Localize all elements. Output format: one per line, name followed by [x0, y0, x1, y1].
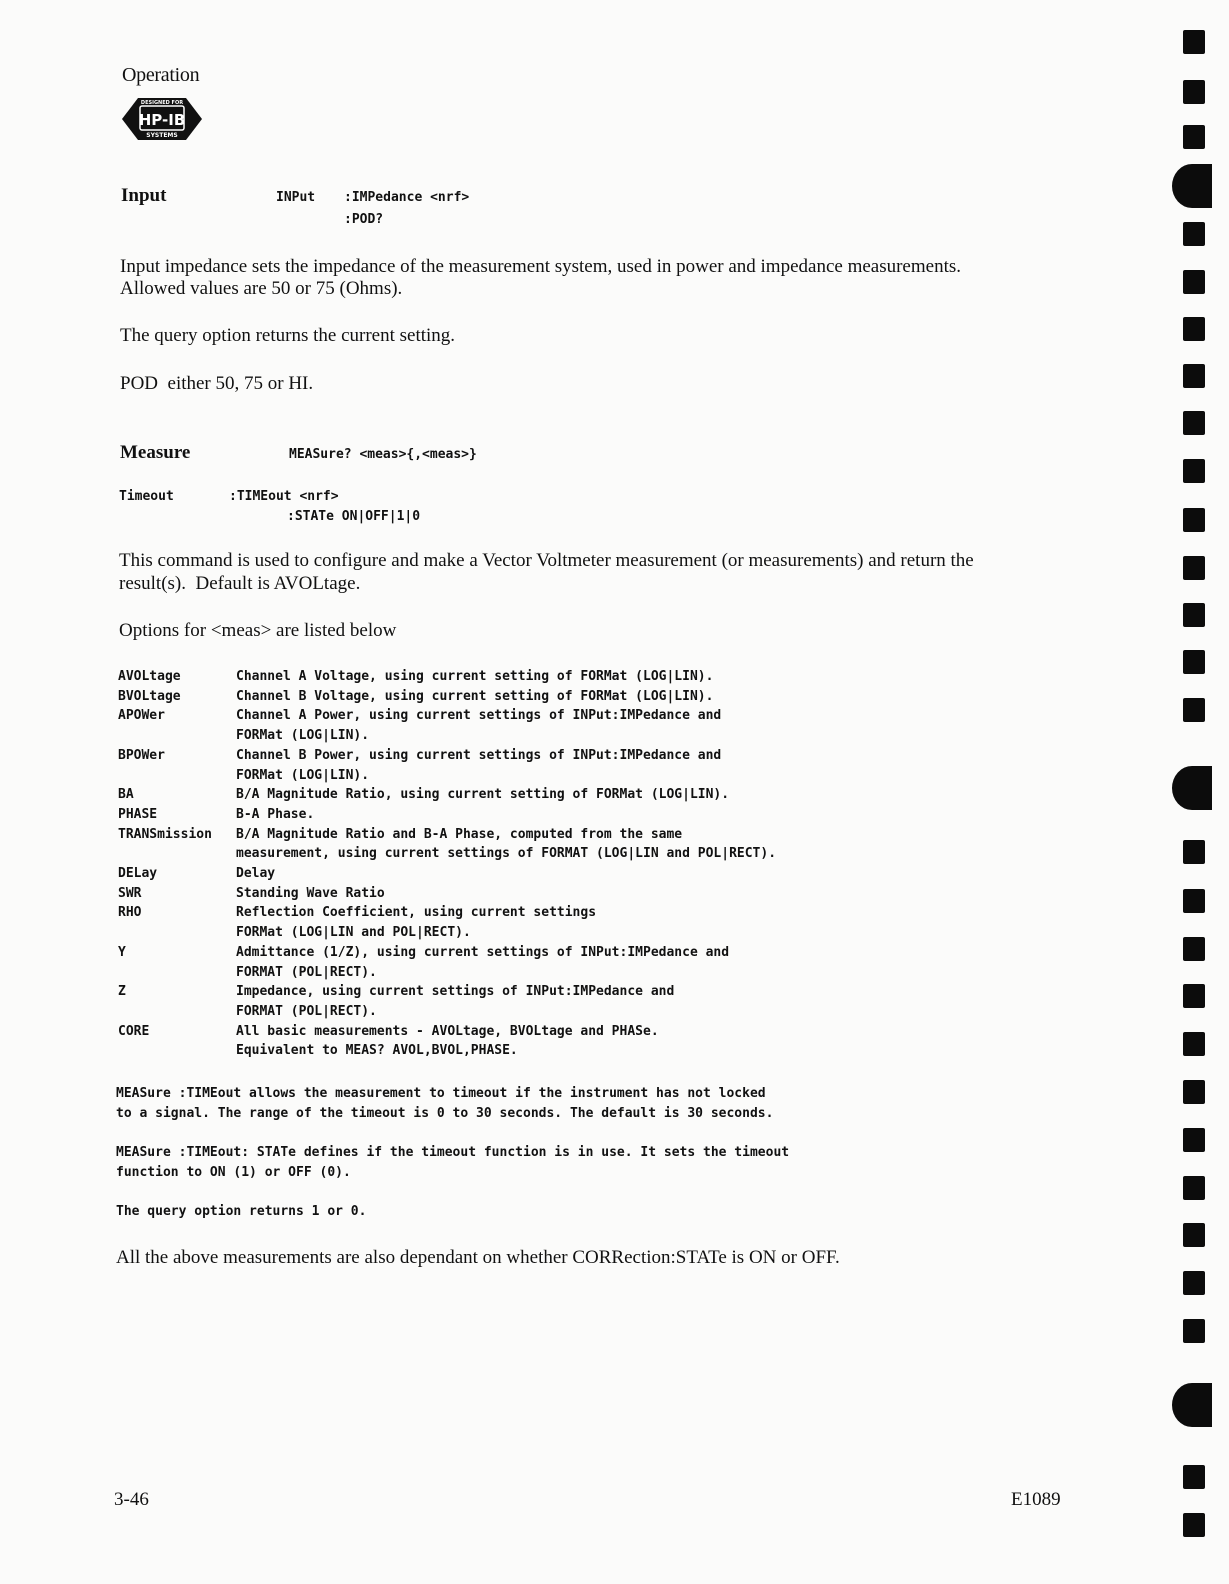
- query-note: The query option returns 1 or 0.: [116, 1204, 367, 1219]
- option-description-line: FORMat (LOG|LIN).: [236, 728, 370, 744]
- option-description: [236, 687, 776, 707]
- option-description-line: All basic measurements - AVOLtage, BVOLtage and PHASe.: [236, 1023, 659, 1039]
- option-name: BA: [118, 787, 134, 803]
- option-description: [236, 884, 776, 904]
- option-description: [236, 943, 776, 982]
- timeout-syntax-1: :TIMEout <nrf>: [229, 489, 339, 504]
- option-row: [118, 1022, 776, 1061]
- option-description-line: Reflection Coefficient, using current settings: [236, 905, 597, 921]
- option-description-line: FORMat (LOG|LIN).: [236, 767, 370, 783]
- timeout-note-2-line-1: MEASure :TIMEout: STATe defines if the timeout function is in use. It sets the timeout: [116, 1145, 790, 1160]
- option-description-line: Channel A Power, using current settings of INPut:IMPedance and: [236, 708, 722, 724]
- punch-mark: [1183, 650, 1205, 674]
- timeout-syntax-2: :STATe ON|OFF|1|0: [287, 509, 421, 524]
- option-description-line: FORMAT (POL|RECT).: [236, 964, 377, 980]
- option-description-line: FORMat (LOG|LIN and POL|RECT).: [236, 925, 471, 941]
- punch-mark: [1183, 411, 1205, 435]
- option-description-line: Channel B Power, using current settings of INPut:IMPedance and: [236, 747, 722, 763]
- option-name: SWR: [118, 885, 142, 901]
- timeout-label: Timeout: [119, 489, 174, 504]
- punch-hole: [1172, 1383, 1212, 1427]
- punch-mark: [1183, 1513, 1205, 1537]
- option-description: [236, 805, 776, 825]
- option-row: [118, 903, 776, 942]
- option-row: [118, 706, 776, 745]
- option-description-line: measurement, using current settings of FORMAT (LOG|LIN and POL|RECT).: [236, 846, 777, 862]
- timeout-note-2: [116, 1143, 789, 1182]
- punch-mark: [1183, 459, 1205, 483]
- option-description: [236, 785, 776, 805]
- option-description: [236, 903, 776, 942]
- punch-hole: [1172, 164, 1212, 208]
- punch-mark: [1183, 1176, 1205, 1200]
- measure-paragraph-1b: result(s). Default is AVOLtage.: [119, 573, 361, 594]
- option-description-line: B/A Magnitude Ratio, using current setting of FORMat (LOG|LIN).: [236, 787, 730, 803]
- option-description-line: B-A Phase.: [236, 806, 315, 822]
- page-number: 3-46: [114, 1489, 149, 1510]
- punch-mark: [1183, 30, 1205, 54]
- punch-mark: [1183, 1128, 1205, 1152]
- option-description: [236, 706, 776, 745]
- input-syntax-1: :IMPedance <nrf>: [344, 190, 470, 205]
- punch-mark: [1183, 937, 1205, 961]
- measure-syntax: MEASure? <meas>{,<meas>}: [289, 447, 477, 462]
- punch-mark: [1183, 1319, 1205, 1343]
- input-command: INPut: [276, 190, 316, 205]
- option-description-line: Standing Wave Ratio: [236, 885, 385, 901]
- option-description-line: FORMAT (POL|RECT).: [236, 1003, 377, 1019]
- option-name: CORE: [118, 1023, 150, 1039]
- option-name: RHO: [118, 905, 142, 921]
- option-description: [236, 746, 776, 785]
- option-name: TRANSmission: [118, 826, 212, 842]
- option-row: [118, 943, 776, 982]
- option-name: BVOLtage: [118, 688, 181, 704]
- timeout-note-1-line-2: to a signal. The range of the timeout is 0 to 30 seconds. The default is 30 seconds.: [116, 1105, 774, 1121]
- option-row: [118, 825, 776, 864]
- option-row: [118, 884, 776, 904]
- option-description-line: Channel A Voltage, using current setting of FORMat (LOG|LIN).: [236, 669, 714, 684]
- option-description: [236, 864, 776, 884]
- punch-mark: [1183, 222, 1205, 246]
- input-paragraph-1b: Allowed values are 50 or 75 (Ohms).: [120, 278, 403, 299]
- option-description-line: Admittance (1/Z), using current settings of INPut:IMPedance and: [236, 944, 730, 960]
- punch-mark: [1183, 80, 1205, 104]
- option-name: Y: [118, 944, 126, 960]
- punch-mark: [1183, 698, 1205, 722]
- option-name: PHASE: [118, 806, 158, 822]
- punch-mark: [1183, 508, 1205, 532]
- option-description: [236, 667, 776, 687]
- option-row: [118, 864, 776, 884]
- option-row: [118, 785, 776, 805]
- option-description-line: Impedance, using current settings of INPut:IMPedance and: [236, 984, 675, 1000]
- final-note: All the above measurements are also dependant on whether CORRection:STATe is ON or OFF.: [116, 1247, 840, 1268]
- timeout-note-2-line-2: function to ON (1) or OFF (0).: [116, 1164, 351, 1180]
- punch-mark: [1183, 1080, 1205, 1104]
- options-intro: Options for <meas> are listed below: [119, 620, 397, 641]
- option-description-line: B/A Magnitude Ratio and B-A Phase, computed from the same: [236, 826, 683, 842]
- option-name: APOWer: [118, 708, 165, 724]
- option-name: Z: [118, 984, 126, 1000]
- option-description: [236, 825, 776, 864]
- option-name: BPOWer: [118, 747, 165, 763]
- timeout-note-1: [116, 1084, 773, 1123]
- punch-mark: [1183, 840, 1205, 864]
- options-table: [118, 667, 776, 1061]
- option-row: [118, 746, 776, 785]
- timeout-note-1-line-1: MEASure :TIMEout allows the measurement to timeout if the instrument has not locked: [116, 1086, 766, 1101]
- option-description-line: Delay: [236, 866, 276, 882]
- punch-mark: [1183, 1465, 1205, 1489]
- punch-mark: [1183, 984, 1205, 1008]
- input-paragraph-3: POD either 50, 75 or HI.: [120, 373, 314, 394]
- option-row: [118, 667, 776, 687]
- option-description: [236, 1022, 776, 1061]
- option-name: DELay: [118, 866, 158, 882]
- option-row: [118, 982, 776, 1021]
- logo-bottom-text: SYSTEMS: [146, 132, 178, 139]
- punch-hole: [1172, 766, 1212, 810]
- punch-mark: [1183, 270, 1205, 294]
- punch-mark: [1183, 603, 1205, 627]
- input-syntax-2: :POD?: [344, 212, 384, 227]
- measure-heading: Measure: [120, 442, 191, 463]
- punch-mark: [1183, 889, 1205, 913]
- punch-mark: [1183, 317, 1205, 341]
- option-row: [118, 805, 776, 825]
- input-paragraph-2: The query option returns the current setting.: [120, 325, 456, 346]
- punch-mark: [1183, 1223, 1205, 1247]
- input-heading: Input: [121, 185, 167, 206]
- doc-id: E1089: [1011, 1489, 1061, 1510]
- option-description-line: Channel B Voltage, using current setting of FORMat (LOG|LIN).: [236, 688, 714, 704]
- option-description: [236, 982, 776, 1021]
- punch-mark: [1183, 1271, 1205, 1295]
- option-description-line: Equivalent to MEAS? AVOL,BVOL,PHASE.: [236, 1043, 518, 1059]
- punch-mark: [1183, 125, 1205, 149]
- logo-top-text: DESIGNED FOR: [140, 100, 184, 106]
- section-title: Operation: [122, 64, 200, 86]
- hp-ib-logo: [120, 94, 204, 144]
- punch-mark: [1183, 364, 1205, 388]
- option-row: [118, 687, 776, 707]
- measure-paragraph-1: This command is used to configure and make a Vector Voltmeter measurement (or measurements) and return the: [119, 550, 974, 571]
- input-paragraph-1: Input impedance sets the impedance of the measurement system, used in power and impedance measurements.: [120, 256, 962, 277]
- logo-main-text: HP-IB: [138, 111, 186, 129]
- punch-mark: [1183, 1032, 1205, 1056]
- punch-mark: [1183, 556, 1205, 580]
- option-name: AVOLtage: [118, 669, 181, 684]
